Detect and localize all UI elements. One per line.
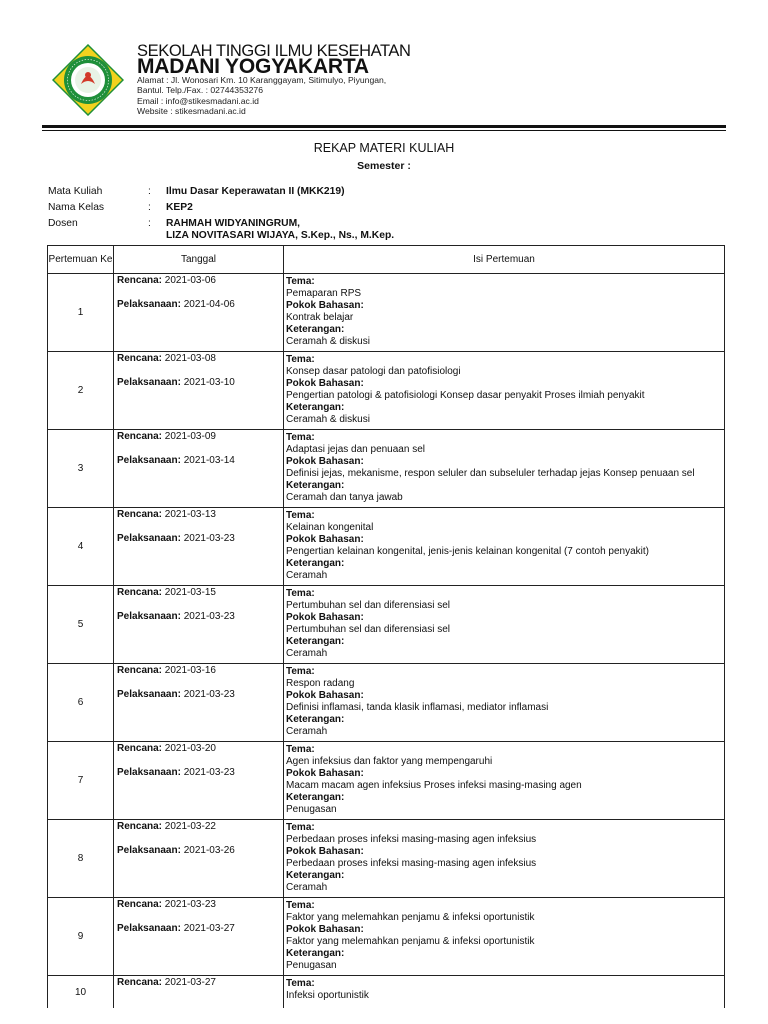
isi-cell — [284, 664, 725, 742]
tema-label: Tema: — [286, 900, 315, 911]
table-row — [48, 586, 725, 664]
pelaksanaan-date: 2021-03-23 — [183, 767, 235, 778]
isi-cell — [284, 508, 725, 586]
tema-label: Tema: — [286, 822, 315, 833]
keterangan-value: Ceramah — [286, 726, 328, 738]
rencana-label: Rencana: — [117, 275, 163, 286]
pokok-value: Pertumbuhan sel dan diferensiasi sel — [286, 624, 450, 636]
semester-label: Semester : — [357, 160, 411, 172]
meta-value-dosen-2: LIZA NOVITASARI WIJAYA, S.Kep., Ns., M.Kep. — [166, 230, 395, 241]
pertemuan-number: 2 — [48, 352, 114, 430]
meta-value-mata-kuliah: Ilmu Dasar Keperawatan II (MKK219) — [166, 186, 345, 197]
tema-value: Pemaparan RPS — [286, 288, 362, 300]
keterangan-label: Keterangan: — [286, 870, 345, 882]
pelaksanaan-date: 2021-03-27 — [183, 923, 235, 934]
tanggal-cell — [114, 508, 284, 586]
keterangan-label: Keterangan: — [286, 714, 345, 726]
rencana-label: Rencana: — [117, 743, 163, 754]
pertemuan-number: 9 — [48, 898, 114, 976]
tema-value: Pertumbuhan sel dan diferensiasi sel — [286, 600, 450, 612]
isi-cell — [284, 586, 725, 664]
tema-value: Kelainan kongenital — [286, 522, 374, 534]
tanggal-cell — [114, 898, 284, 976]
institution-city: MADANI YOGYAKARTA — [137, 55, 369, 78]
rencana-date: 2021-03-27 — [164, 977, 216, 988]
tanggal-cell — [114, 352, 284, 430]
isi-cell — [284, 820, 725, 898]
header-divider-thin — [42, 130, 726, 131]
tema-value: Respon radang — [286, 678, 355, 690]
isi-cell — [284, 430, 725, 508]
table-row — [48, 352, 725, 430]
tema-label: Tema: — [286, 354, 315, 365]
pokok-value: Pengertian patologi & patofisiologi Konsep dasar penyakit Proses ilmiah penyakit — [286, 390, 645, 402]
pelaksanaan-date: 2021-03-23 — [183, 689, 235, 700]
meta-value-nama-kelas: KEP2 — [166, 202, 193, 213]
pertemuan-number: 3 — [48, 430, 114, 508]
pelaksanaan-date: 2021-03-23 — [183, 611, 235, 622]
pokok-value: Faktor yang melemahkan penjamu & infeksi oportunistik — [286, 936, 535, 948]
pelaksanaan-label: Pelaksanaan: — [117, 845, 181, 856]
pertemuan-number: 4 — [48, 508, 114, 586]
table-row — [48, 742, 725, 820]
tanggal-cell — [114, 742, 284, 820]
header-isi: Isi Pertemuan — [284, 246, 725, 274]
pertemuan-number: 6 — [48, 664, 114, 742]
institution-name: SEKOLAH TINGGI ILMU KESEHATAN — [137, 42, 411, 60]
tema-value: Konsep dasar patologi dan patofisiologi — [286, 366, 461, 378]
rencana-label: Rencana: — [117, 587, 163, 598]
pertemuan-number: 10 — [48, 976, 114, 1009]
rencana-label: Rencana: — [117, 821, 163, 832]
tanggal-cell — [114, 274, 284, 352]
header-tanggal: Tanggal — [114, 246, 284, 274]
isi-cell — [284, 898, 725, 976]
pelaksanaan-date: 2021-03-14 — [183, 455, 235, 466]
pertemuan-number: 7 — [48, 742, 114, 820]
institution-logo — [52, 44, 124, 116]
pokok-value: Kontrak belajar — [286, 312, 354, 324]
tema-value: Perbedaan proses infeksi masing-masing agen infeksius — [286, 834, 537, 846]
pelaksanaan-label: Pelaksanaan: — [117, 689, 181, 700]
keterangan-value: Penugasan — [286, 960, 337, 972]
rencana-label: Rencana: — [117, 353, 163, 364]
website-text: Website : stikesmadani.ac.id — [137, 105, 246, 116]
keterangan-label: Keterangan: — [286, 792, 345, 804]
tema-label: Tema: — [286, 588, 315, 599]
pelaksanaan-label: Pelaksanaan: — [117, 533, 181, 544]
seal-icon — [52, 44, 124, 116]
keterangan-value: Ceramah — [286, 648, 328, 660]
tema-label: Tema: — [286, 744, 315, 755]
keterangan-value: Ceramah — [286, 570, 328, 582]
rencana-date: 2021-03-16 — [164, 665, 216, 676]
keterangan-label: Keterangan: — [286, 480, 345, 492]
table-row — [48, 898, 725, 976]
address-line-1: Alamat : Jl. Wonosari Km. 10 Karanggayam, Sitimulyo, Piyungan, — [137, 75, 387, 85]
isi-cell — [284, 352, 725, 430]
tema-label: Tema: — [286, 666, 315, 677]
keterangan-label: Keterangan: — [286, 558, 345, 570]
keterangan-label: Keterangan: — [286, 324, 345, 336]
tema-value: Agen infeksius dan faktor yang mempengaruhi — [286, 756, 493, 768]
pokok-label: Pokok Bahasan: — [286, 456, 364, 468]
rencana-date: 2021-03-15 — [164, 587, 216, 598]
pelaksanaan-label: Pelaksanaan: — [117, 455, 181, 466]
header-divider-thick — [42, 125, 726, 128]
pokok-label: Pokok Bahasan: — [286, 612, 364, 624]
rencana-label: Rencana: — [117, 431, 163, 442]
pelaksanaan-label: Pelaksanaan: — [117, 611, 181, 622]
pokok-label: Pokok Bahasan: — [286, 768, 364, 780]
keterangan-label: Keterangan: — [286, 948, 345, 960]
table-row — [48, 820, 725, 898]
rencana-date: 2021-03-22 — [164, 821, 216, 832]
pokok-value: Macam macam agen infeksius Proses infeksi masing-masing agen — [286, 780, 582, 792]
pelaksanaan-label: Pelaksanaan: — [117, 377, 181, 388]
meta-separator: : — [148, 218, 151, 229]
address-line-2: Bantul. Telp./Fax. : 02744353276 — [137, 85, 263, 96]
isi-cell — [284, 742, 725, 820]
pokok-label: Pokok Bahasan: — [286, 300, 364, 312]
rencana-label: Rencana: — [117, 665, 163, 676]
meta-label: Dosen — [48, 218, 78, 229]
tema-label: Tema: — [286, 276, 315, 287]
rekap-table — [47, 245, 725, 1008]
pertemuan-number: 8 — [48, 820, 114, 898]
meta-separator: : — [148, 186, 151, 197]
meta-label: Nama Kelas — [48, 202, 105, 213]
tema-label: Tema: — [286, 432, 315, 443]
table-row — [48, 664, 725, 742]
pelaksanaan-label: Pelaksanaan: — [117, 767, 181, 778]
header-pertemuan: Pertemuan Ke — [48, 246, 114, 274]
pelaksanaan-date: 2021-03-10 — [183, 377, 235, 388]
pelaksanaan-label: Pelaksanaan: — [117, 923, 181, 934]
rencana-date: 2021-03-08 — [164, 353, 216, 364]
rencana-date: 2021-03-09 — [164, 431, 216, 442]
tema-value: Adaptasi jejas dan penuaan sel — [286, 444, 425, 456]
keterangan-label: Keterangan: — [286, 636, 345, 648]
email-text: Email : info@stikesmadani.ac.id — [137, 95, 259, 106]
tema-value: Infeksi oportunistik — [286, 990, 369, 1002]
table-header-row — [48, 246, 725, 274]
table-row — [48, 430, 725, 508]
keterangan-label: Keterangan: — [286, 402, 345, 414]
meta-label: Mata Kuliah — [48, 186, 103, 197]
pelaksanaan-date: 2021-03-26 — [183, 845, 235, 856]
tema-label: Tema: — [286, 510, 315, 521]
tanggal-cell — [114, 820, 284, 898]
institution-contact — [137, 75, 386, 116]
keterangan-value: Penugasan — [286, 804, 337, 816]
tanggal-cell — [114, 664, 284, 742]
pokok-label: Pokok Bahasan: — [286, 690, 364, 702]
keterangan-value: Ceramah & diskusi — [286, 336, 370, 348]
rencana-date: 2021-03-20 — [164, 743, 216, 754]
pokok-value: Perbedaan proses infeksi masing-masing agen infeksius — [286, 858, 537, 870]
pelaksanaan-label: Pelaksanaan: — [117, 299, 181, 310]
pertemuan-number: 5 — [48, 586, 114, 664]
tanggal-cell — [114, 976, 284, 1009]
document-title: REKAP MATERI KULIAH — [313, 141, 455, 155]
rencana-date: 2021-03-23 — [164, 899, 216, 910]
pokok-label: Pokok Bahasan: — [286, 924, 364, 936]
tema-label: Tema: — [286, 978, 315, 989]
tema-value: Faktor yang melemahkan penjamu & infeksi oportunistik — [286, 912, 535, 924]
tanggal-cell — [114, 586, 284, 664]
pokok-label: Pokok Bahasan: — [286, 534, 364, 546]
table-row — [48, 274, 725, 352]
rencana-date: 2021-03-06 — [164, 275, 216, 286]
isi-cell — [284, 274, 725, 352]
pokok-value: Definisi jejas, mekanisme, respon seluler dan subseluler terhadap jejas Konsep penuaan sel — [286, 468, 695, 480]
table-row — [48, 508, 725, 586]
pokok-label: Pokok Bahasan: — [286, 846, 364, 858]
rencana-label: Rencana: — [117, 509, 163, 520]
pertemuan-number: 1 — [48, 274, 114, 352]
meta-separator: : — [148, 202, 151, 213]
isi-cell — [284, 976, 725, 1009]
meta-value-dosen-1: RAHMAH WIDYANINGRUM, — [166, 218, 301, 229]
pokok-value: Pengertian kelainan kongenital, jenis-jenis kelainan kongenital (7 contoh penyakit) — [286, 546, 650, 558]
keterangan-value: Ceramah dan tanya jawab — [286, 492, 403, 504]
pelaksanaan-date: 2021-03-23 — [183, 533, 235, 544]
rencana-date: 2021-03-13 — [164, 509, 216, 520]
pokok-value: Definisi inflamasi, tanda klasik inflamasi, mediator inflamasi — [286, 702, 549, 714]
keterangan-value: Ceramah & diskusi — [286, 414, 370, 426]
tanggal-cell — [114, 430, 284, 508]
table-row — [48, 976, 725, 1009]
pelaksanaan-date: 2021-04-06 — [183, 299, 235, 310]
rencana-label: Rencana: — [117, 977, 163, 988]
pokok-label: Pokok Bahasan: — [286, 378, 364, 390]
keterangan-value: Ceramah — [286, 882, 328, 894]
rencana-label: Rencana: — [117, 899, 163, 910]
